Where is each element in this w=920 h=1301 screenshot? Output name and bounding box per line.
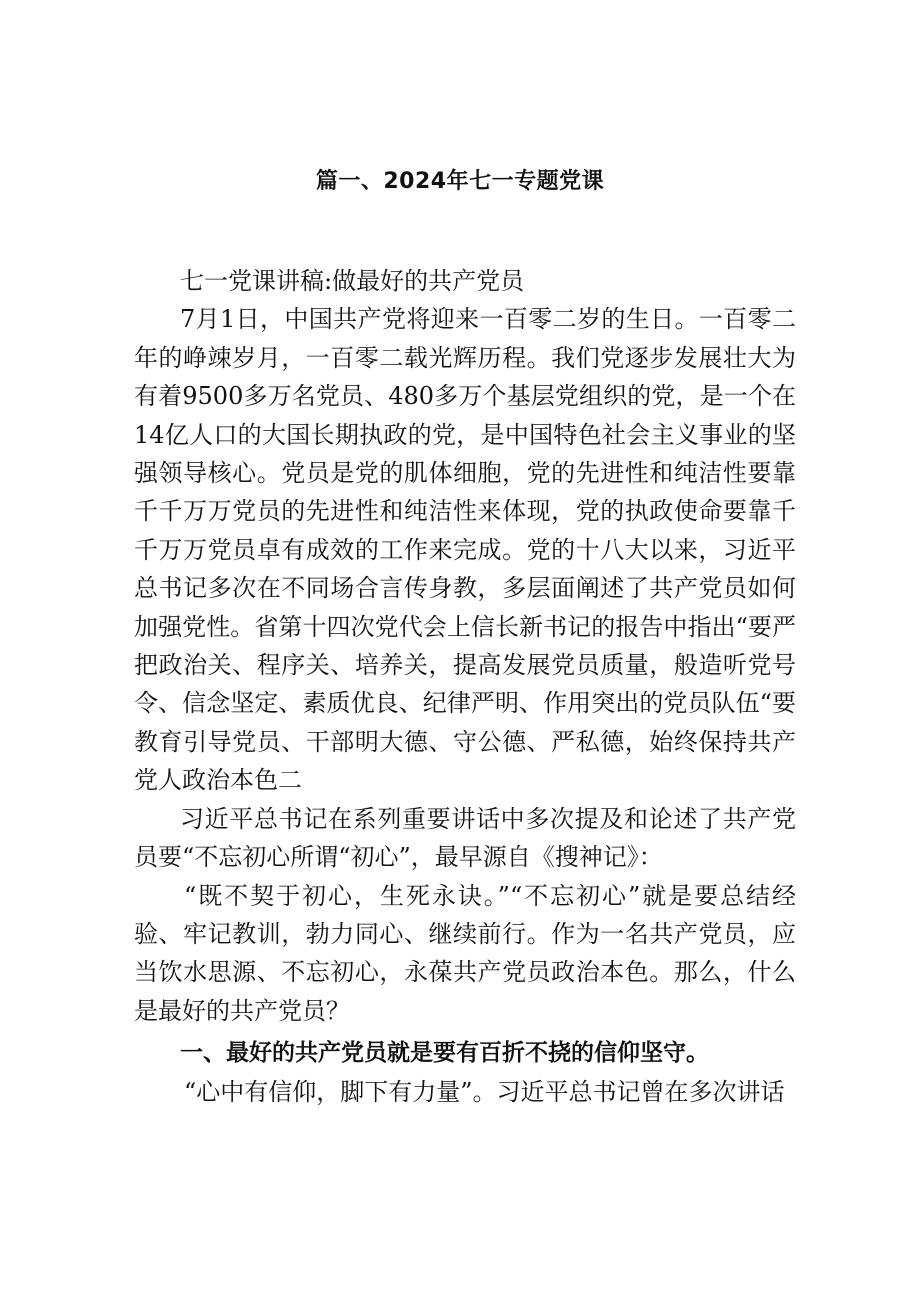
paragraph-3: “既不契于初心，生死永诀。”“不忘初心”就是要总结经验、牢记教训，勃力同心、继续前行。作为一名共产党员，应当饮水思源、不忘初心，永葆共产党员政治本色。那么，什么是最好的共产党员？ [134, 881, 796, 1025]
paragraph-4: “心中有信仰，脚下有力量”。习近平总书记曾在多次讲话 [184, 1077, 785, 1106]
document-body [134, 262, 796, 1111]
section-heading-1: 一、最好的共产党员就是要有百折不挠的信仰坚守。 [180, 1040, 709, 1067]
paragraph-1: 7月1日，中国共产党将迎来一百零二岁的生日。一百零二年的峥竦岁月，一百零二载光辉历程。我们党逐步发展壮大为有着9500多万名党员、480多万个基层党组织的党，是一个在14亿人口的大国长期执政的党，是中国特色社会主义事业的坚强领导核心。党员是党的肌体细胞，党的先进性和纯洁性要靠千千万万党员的先进性和纯洁性来体现，党的执政使命要靠千千万万党员卓有成效的工作来完成。党的十八大以来，习近平总书记多次在不同场合言传身教，多层面阐述了共产党员如何加强党性。省第十四次党代会上信长新书记的报告中指出“要严把政治关、程序关、培养关，提高发展党员质量，般造听党号令、信念坚定、素质优良、纪律严明、作用突出的党员队伍“要教育引导党员、干部明大德、守公德、严私德，始终保持共产党人政治本色二 [134, 305, 796, 795]
document-title: 篇一、2024年七一专题党课 [315, 169, 605, 194]
subtitle-line: 七一党课讲稿:做最好的共产党员 [180, 267, 525, 295]
paragraph-2: 习近平总书记在系列重要讲话中多次提及和论述了共产党员要“不忘初心所谓“初心”，最早源自《搜神记》： [134, 804, 796, 872]
